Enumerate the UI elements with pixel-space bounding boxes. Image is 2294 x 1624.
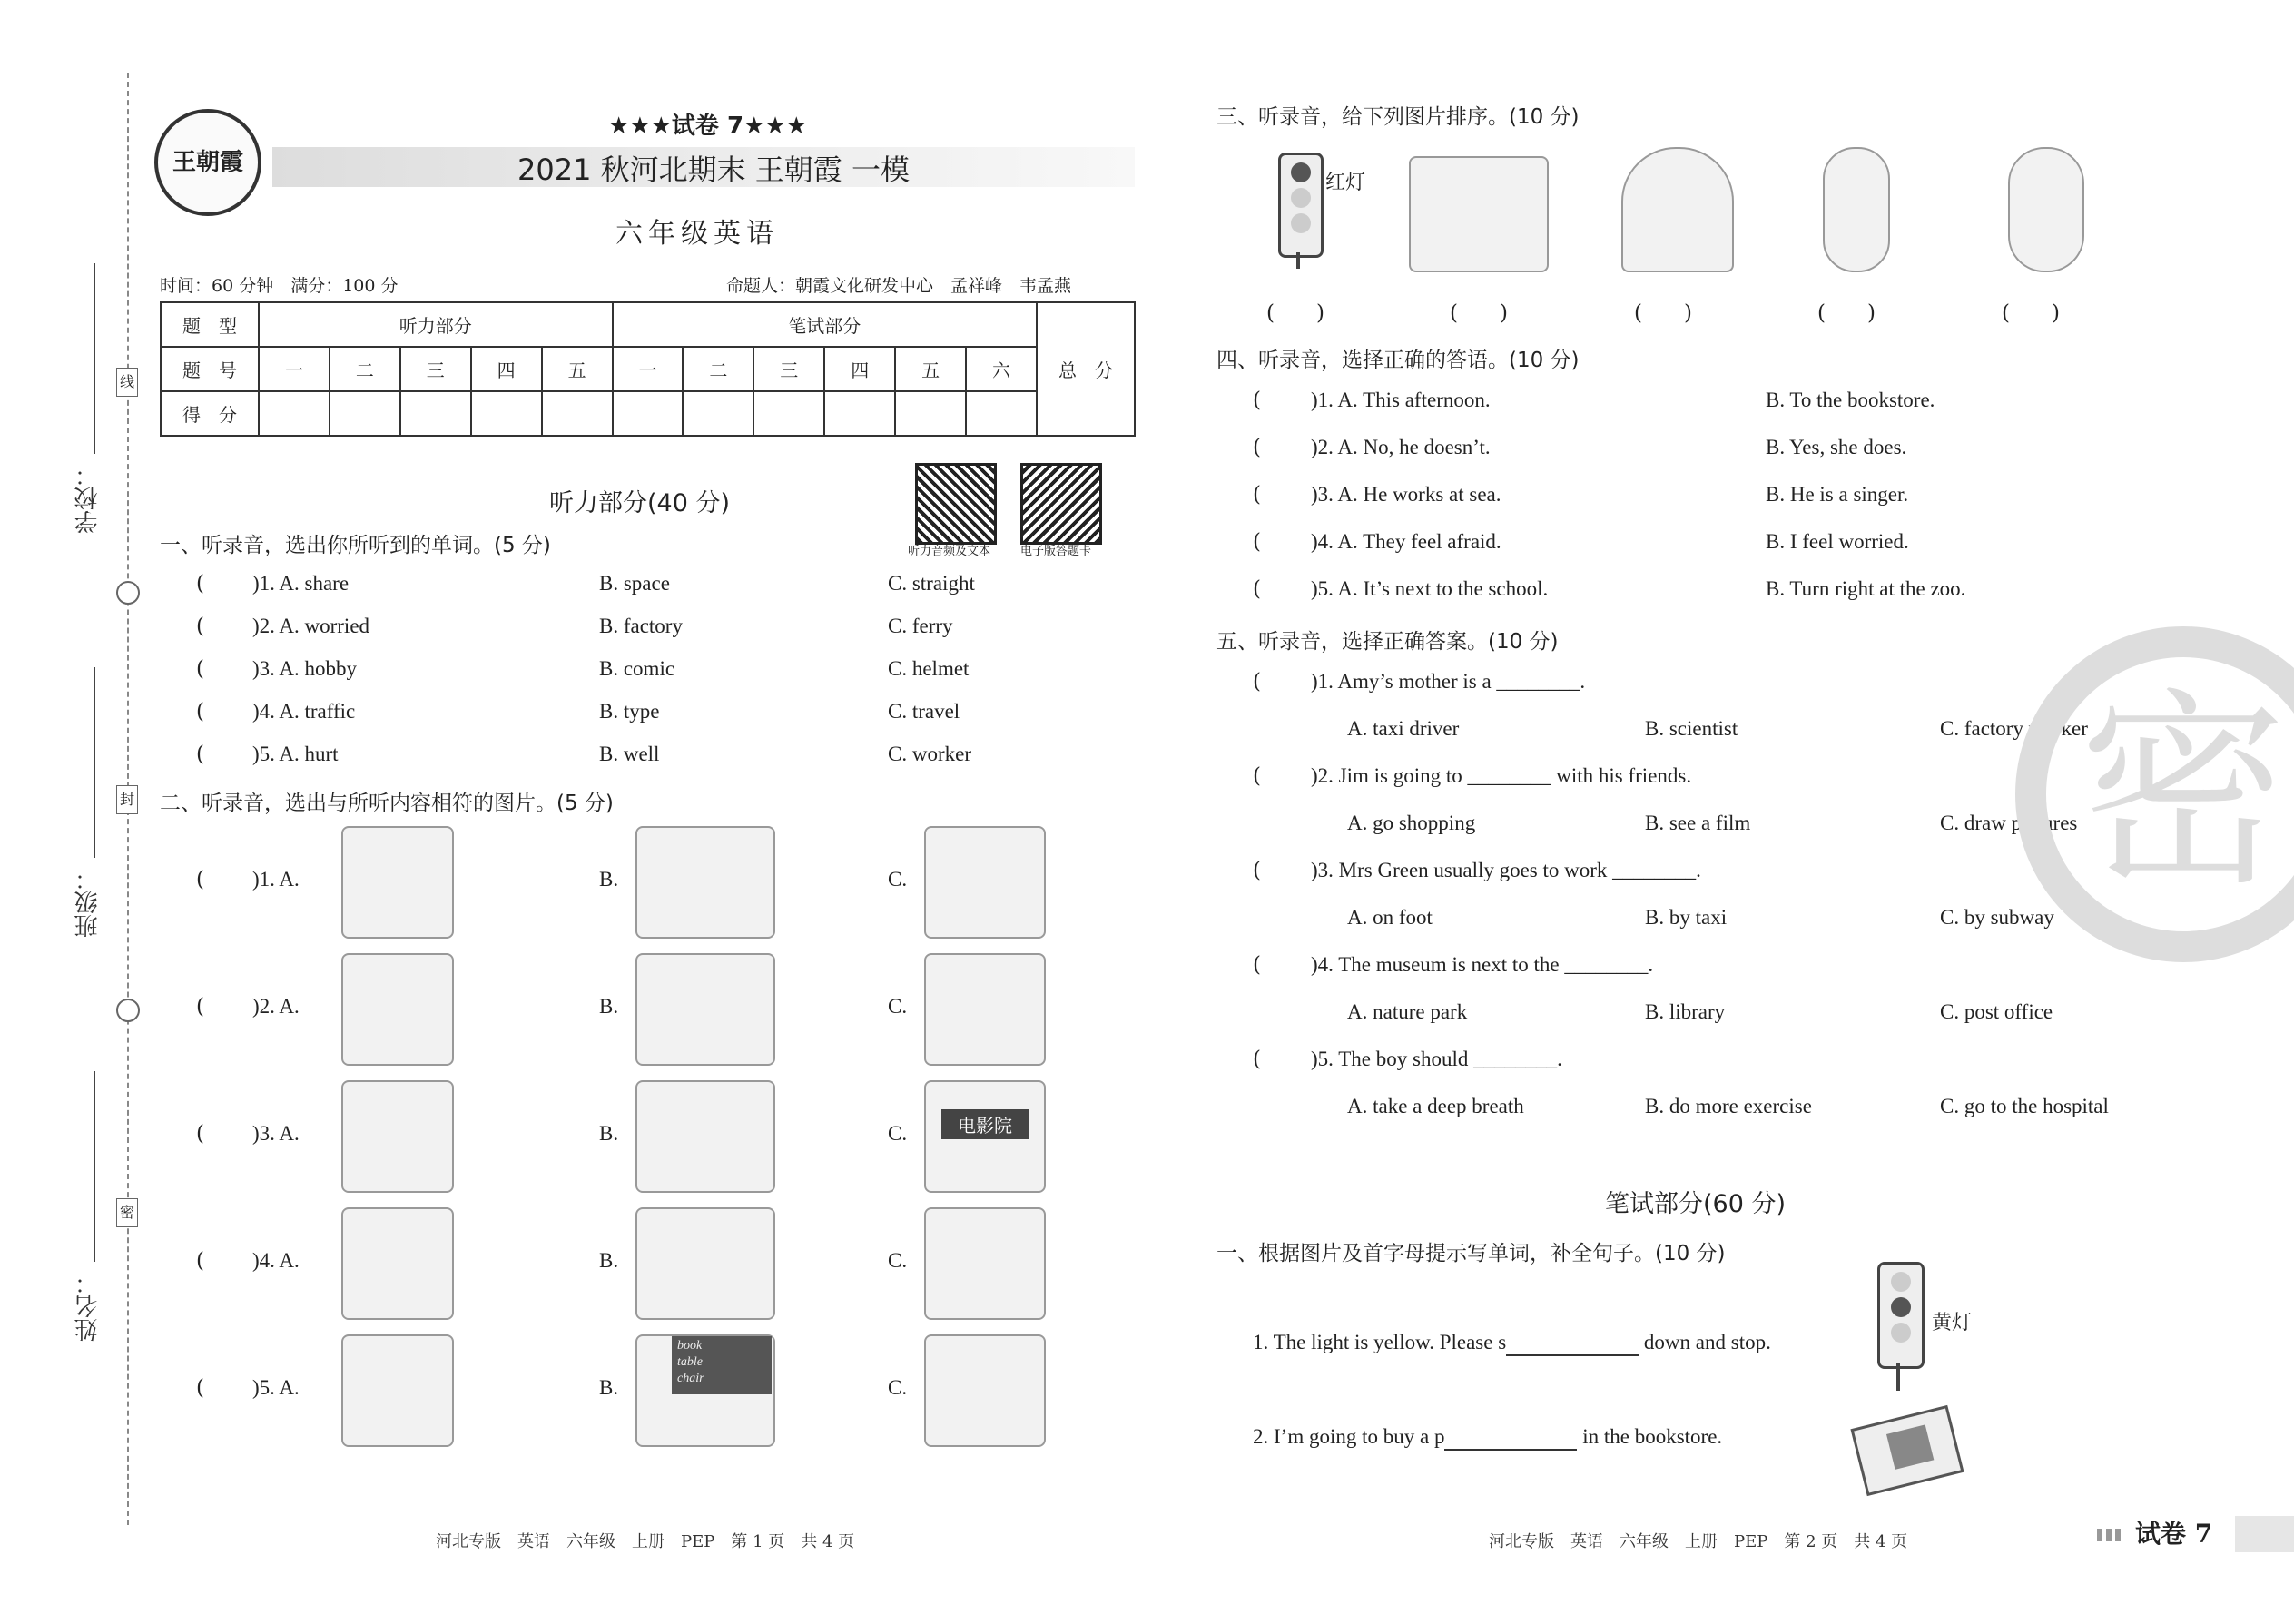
school-field[interactable]	[94, 263, 95, 454]
people-greeting-picture	[1409, 156, 1549, 272]
footer-gray-block	[2235, 1516, 2294, 1552]
option-b: B. well	[599, 743, 660, 765]
taxi-picture	[924, 1207, 1046, 1320]
response-option-a: )5. A. It’s next to the school.	[1311, 577, 1549, 600]
reading-girl-picture	[924, 953, 1046, 1066]
footer-tag-decoration	[2097, 1529, 2124, 1541]
score-cell[interactable]	[613, 391, 684, 436]
response-option-b: B. Turn right at the zoo.	[1766, 577, 1966, 600]
response-option-b: B. I feel worried.	[1766, 530, 1909, 553]
option-b: B. by taxi	[1645, 906, 1728, 929]
option-c: C. worker	[888, 743, 971, 765]
section3-title: 三、听录音，给下列图片排序。(10 分)	[1216, 105, 1580, 129]
answer-bracket[interactable]: (	[196, 1122, 204, 1146]
score-cell[interactable]	[471, 391, 542, 436]
yellow-light-label: 黄灯	[1932, 1312, 1973, 1334]
footer-left: 河北专版 英语 六年级 上册 PEP 第 1 页 共 4 页	[436, 1532, 855, 1551]
answer-bracket[interactable]: (	[196, 572, 204, 595]
red-light-label: 红灯	[1325, 172, 1366, 194]
writing-q1	[1253, 1331, 1771, 1356]
score-table-num: 一	[259, 347, 330, 391]
post-office-picture	[341, 1080, 454, 1193]
option-b: B. space	[599, 572, 670, 595]
score-table-num: 一	[613, 347, 684, 391]
option-c: C. straight	[888, 572, 975, 595]
question-stem: )1. Amy’s mother is a ________.	[1311, 670, 1586, 693]
hospital-picture	[635, 1080, 775, 1193]
picture-option-a-label: )4. A.	[252, 1249, 300, 1272]
score-table-num: 五	[542, 347, 613, 391]
option-c: C. by subway	[1940, 906, 2054, 929]
score-cell[interactable]	[542, 391, 613, 436]
writing-q1-suffix: down and stop.	[1643, 1331, 1771, 1353]
order-bracket-1[interactable]: ( )	[1266, 301, 1324, 325]
answer-bracket[interactable]: (	[1253, 1048, 1261, 1071]
response-option-a: )1. A. This afternoon.	[1311, 389, 1491, 411]
picture-option-c-label: C.	[888, 868, 908, 891]
exam-title: 2021 秋河北期末 王朝霞 一模	[517, 153, 910, 187]
answer-bracket[interactable]: (	[1253, 436, 1261, 459]
name-label: 姓名：	[74, 1271, 102, 1342]
score-table-num: 五	[895, 347, 966, 391]
traffic-light-red-icon	[1278, 153, 1324, 258]
answer-bracket[interactable]: (	[196, 868, 204, 891]
binding-mark-seal: 封	[116, 785, 138, 814]
response-option-a: )2. A. No, he doesn’t.	[1311, 436, 1491, 458]
response-option-b: B. He is a singer.	[1766, 483, 1909, 506]
class-label: 班级：	[74, 867, 102, 938]
section5-title: 五、听录音，选择正确答案。(10 分)	[1216, 630, 1559, 654]
score-cell[interactable]	[683, 391, 753, 436]
option-a: A. go shopping	[1347, 812, 1476, 834]
option-c: C. draw pictures	[1940, 812, 2078, 834]
score-table-writing: 笔试部分	[613, 302, 1037, 347]
blackboard-word: book	[677, 1339, 703, 1353]
answer-bracket[interactable]: (	[1253, 953, 1261, 977]
answer-bracket[interactable]: (	[196, 1249, 204, 1273]
writing-q1-blank[interactable]	[1506, 1331, 1639, 1356]
picture-option-a-label: )1. A.	[252, 868, 300, 891]
question-stem: )2. Jim is going to ________ with his friends.	[1311, 764, 1692, 787]
score-table-listening: 听力部分	[259, 302, 613, 347]
class-field[interactable]	[94, 667, 95, 858]
dancing-girl-picture	[635, 953, 775, 1066]
section2-title: 二、听录音，选出与所听内容相符的图片。(5 分)	[160, 792, 614, 815]
score-cell[interactable]	[400, 391, 471, 436]
writing-q1-prefix: 1. The light is yellow. Please s	[1253, 1331, 1507, 1353]
traffic-light-pole	[1896, 1363, 1900, 1391]
option-a: A. take a deep breath	[1347, 1095, 1524, 1117]
sad-boy-picture	[924, 826, 1046, 939]
score-table-num: 三	[753, 347, 824, 391]
picture-option-a-label: )2. A.	[252, 995, 300, 1018]
option-b: B. comic	[599, 657, 675, 680]
question-stem: )4. The museum is next to the ________.	[1311, 953, 1654, 976]
order-bracket-5[interactable]: ( )	[2002, 301, 2060, 325]
brand-logo: 王朝霞	[154, 109, 261, 216]
binding-mark-line: 线	[116, 368, 138, 397]
option-a: A. taxi driver	[1347, 717, 1460, 740]
postcard-icon	[1850, 1405, 1964, 1496]
boy-waving-picture	[2008, 147, 2084, 272]
binding-hole-1	[116, 581, 140, 605]
option-a: )4. A. traffic	[252, 700, 356, 723]
score-cell[interactable]	[330, 391, 400, 436]
option-c: C. ferry	[888, 615, 953, 637]
question-stem: )3. Mrs Green usually goes to work ________.	[1311, 859, 1701, 881]
option-a: )5. A. hurt	[252, 743, 339, 765]
blackboard	[672, 1336, 772, 1394]
score-table-num-label: 题 号	[161, 347, 259, 391]
bike-picture	[341, 1207, 454, 1320]
score-table-score-label: 得 分	[161, 391, 259, 436]
name-field[interactable]	[94, 1071, 95, 1262]
answer-bracket[interactable]: (	[196, 995, 204, 1019]
score-table-type-label: 题 型	[161, 302, 259, 347]
score-table-num: 二	[683, 347, 753, 391]
answer-bracket[interactable]: (	[1253, 577, 1261, 601]
answer-bracket[interactable]: (	[1253, 670, 1261, 694]
qr-caption-answer-card: 电子版答题卡	[1020, 545, 1092, 558]
school-label: 学校：	[74, 463, 102, 534]
option-b: B. see a film	[1645, 812, 1751, 834]
writing-q2-prefix: 2. I’m going to buy a p	[1253, 1425, 1445, 1448]
answer-bracket[interactable]: (	[196, 1376, 204, 1400]
picture-option-b-label: B.	[599, 1122, 619, 1145]
order-bracket-3[interactable]: ( )	[1634, 301, 1692, 325]
bus-picture	[635, 1207, 775, 1320]
answer-bracket[interactable]: (	[196, 615, 204, 638]
picture-option-b-label: B.	[599, 1376, 619, 1399]
picture-option-c-label: C.	[888, 995, 908, 1018]
option-b: B. library	[1645, 1000, 1726, 1023]
qr-code-audio[interactable]	[915, 463, 997, 545]
picture-option-c-label: C.	[888, 1376, 908, 1399]
writing-q2	[1253, 1425, 1722, 1451]
response-option-b: B. To the bookstore.	[1766, 389, 1935, 411]
answer-bracket[interactable]: (	[196, 700, 204, 723]
score-table-num: 三	[400, 347, 471, 391]
cinema-picture	[924, 1080, 1046, 1193]
option-a: )1. A. share	[252, 572, 350, 595]
score-table	[160, 301, 1136, 437]
answer-bracket[interactable]: (	[1253, 764, 1261, 788]
traffic-light-pole	[1296, 252, 1300, 269]
scientist-picture	[341, 1334, 454, 1447]
score-table-num: 六	[966, 347, 1037, 391]
traffic-light-yellow-icon	[1877, 1262, 1925, 1369]
picture-option-c-label: C.	[888, 1122, 908, 1145]
paper-number: ★★★试卷 7★★★	[608, 113, 807, 140]
singing-girl-picture	[341, 953, 454, 1066]
score-cell[interactable]	[259, 391, 330, 436]
answer-bracket[interactable]: (	[196, 657, 204, 681]
option-c: C. factory worker	[1940, 717, 2088, 740]
question-stem: )5. The boy should ________.	[1311, 1048, 1562, 1070]
qr-code-answer-card[interactable]	[1020, 463, 1102, 545]
blackboard-word: chair	[677, 1372, 704, 1385]
cinema-sign: 电影院	[941, 1109, 1029, 1139]
answer-bracket[interactable]: (	[1253, 859, 1261, 882]
score-cell[interactable]	[824, 391, 895, 436]
binding-hole-2	[116, 999, 140, 1022]
answer-bracket[interactable]: (	[1253, 389, 1261, 412]
option-b: B. scientist	[1645, 717, 1738, 740]
binding-mark-secret: 密	[116, 1198, 138, 1227]
score-cell[interactable]	[895, 391, 966, 436]
option-b: B. type	[599, 700, 660, 723]
listening-title: 听力部分(40 分)	[549, 489, 731, 517]
option-a: A. nature park	[1347, 1000, 1468, 1023]
picture-option-b-label: B.	[599, 868, 619, 891]
boy-ball-picture	[1823, 147, 1890, 272]
score-cell[interactable]	[966, 391, 1037, 436]
picture-option-a-label: )3. A.	[252, 1122, 300, 1145]
answer-bracket[interactable]: (	[1253, 483, 1261, 507]
boy-typing-picture	[1621, 147, 1734, 272]
option-c: C. travel	[888, 700, 960, 723]
picture-option-c-label: C.	[888, 1249, 908, 1272]
option-c: C. helmet	[888, 657, 970, 680]
response-option-b: B. Yes, she does.	[1766, 436, 1907, 458]
score-table-num: 四	[471, 347, 542, 391]
writing-q2-suffix: in the bookstore.	[1582, 1425, 1723, 1448]
option-a: )3. A. hobby	[252, 657, 357, 680]
answer-bracket[interactable]: (	[196, 743, 204, 766]
order-bracket-2[interactable]: ( )	[1450, 301, 1508, 325]
section4-title: 四、听录音，选择正确的答语。(10 分)	[1216, 349, 1580, 372]
writing-q2-blank[interactable]	[1444, 1425, 1577, 1451]
footer-paper-tag: 试卷 7	[2135, 1519, 2213, 1549]
angry-boy-picture	[341, 826, 454, 939]
score-table-num: 四	[824, 347, 895, 391]
response-option-a: )3. A. He works at sea.	[1311, 483, 1501, 506]
pilot-picture	[924, 1334, 1046, 1447]
blackboard-word: table	[677, 1355, 703, 1369]
section1-title: 一、听录音，选出你所听到的单词。(5 分)	[160, 534, 551, 557]
option-c: C. post office	[1940, 1000, 2053, 1023]
option-b: B. do more exercise	[1645, 1095, 1812, 1117]
option-c: C. go to the hospital	[1940, 1095, 2109, 1117]
subject-title: 六年级英语	[615, 218, 779, 250]
secret-seal-watermark: 密	[2015, 626, 2294, 962]
score-table-total: 总 分	[1037, 302, 1135, 436]
response-option-a: )4. A. They feel afraid.	[1311, 530, 1501, 553]
answer-bracket[interactable]: (	[1253, 530, 1261, 554]
option-a: )2. A. worried	[252, 615, 370, 637]
option-b: B. factory	[599, 615, 683, 637]
score-cell[interactable]	[753, 391, 824, 436]
happy-boy-picture	[635, 826, 775, 939]
picture-option-b-label: B.	[599, 1249, 619, 1272]
picture-option-a-label: )5. A.	[252, 1376, 300, 1399]
time-score-info: 时间：60 分钟 满分：100 分	[160, 276, 399, 296]
option-a: A. on foot	[1347, 906, 1433, 929]
order-bracket-4[interactable]: ( )	[1817, 301, 1876, 325]
score-table-num: 二	[330, 347, 400, 391]
writing-title: 笔试部分(60 分)	[1605, 1190, 1787, 1218]
qr-caption-audio: 听力音频及文本	[908, 545, 991, 558]
writing-section1-title: 一、根据图片及首字母提示写单词，补全句子。(10 分)	[1216, 1242, 1726, 1265]
authors: 命题人：朝霞文化研发中心 孟祥峰 韦孟燕	[726, 276, 1072, 296]
footer-right: 河北专版 英语 六年级 上册 PEP 第 2 页 共 4 页	[1489, 1532, 1908, 1551]
picture-option-b-label: B.	[599, 995, 619, 1018]
